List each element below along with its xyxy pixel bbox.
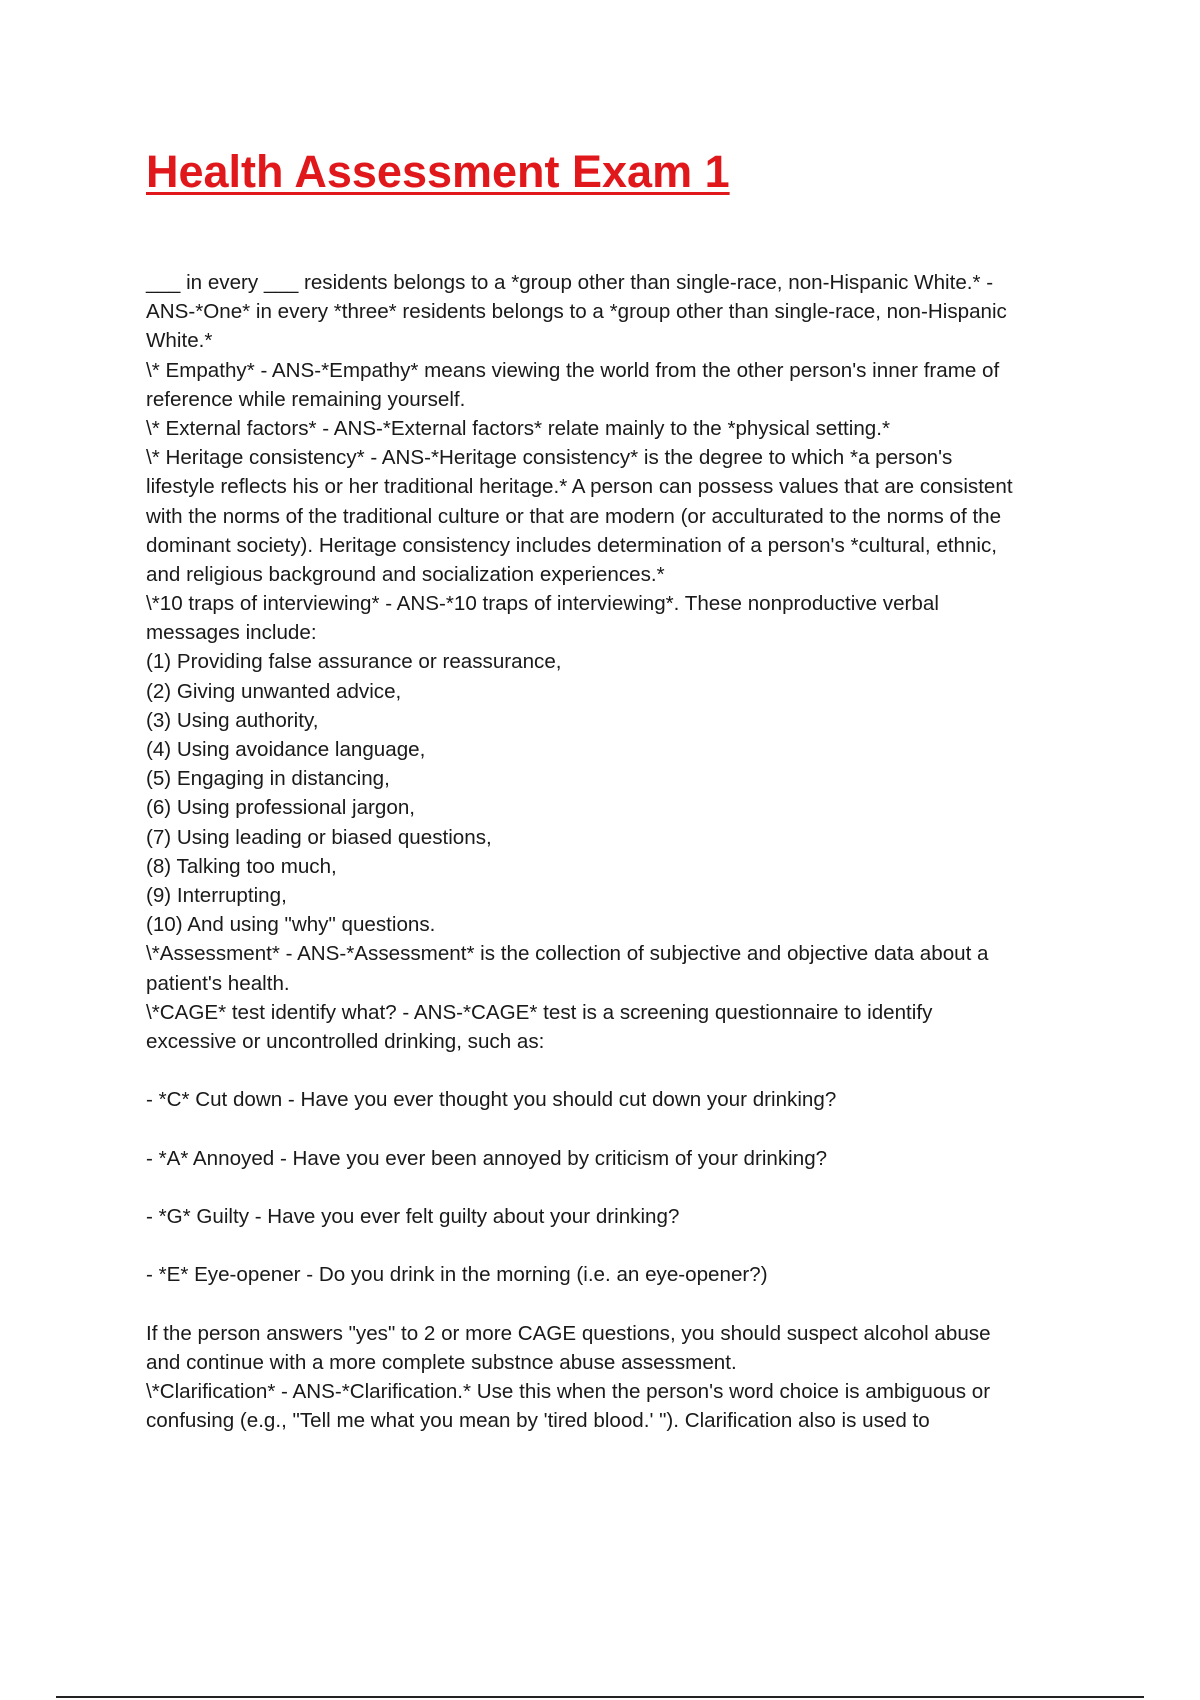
text-line: (6) Using professional jargon, [146, 796, 415, 820]
text-line: \* Heritage consistency* - ANS-*Heritage consistency* is the degree to which *a person's [146, 446, 953, 470]
text-line: (9) Interrupting, [146, 883, 287, 907]
text-line: (4) Using avoidance language, [146, 738, 426, 761]
text-line: - *A* Annoyed - Have you ever been annoyed by criticism of your drinking? [146, 1146, 828, 1170]
text-line: and continue with a more complete substnce abuse assessment. [146, 1350, 737, 1374]
text-line: ANS-*One* in every *three* residents belongs to a *group other than single-race, non-Hispanic [146, 300, 1007, 324]
text-line: \*Clarification* - ANS-*Clarification.* Use this when the person's word choice is ambiguous or [146, 1380, 991, 1404]
text-line: (8) Talking too much, [146, 854, 337, 878]
text-line: White.* [146, 329, 213, 353]
text-line: \* Empathy* - ANS-*Empathy* means viewing the world from the other person's inner frame of [146, 358, 1000, 382]
text-line: patient's health. [146, 971, 290, 995]
text-line: (10) And using "why" questions. [146, 913, 436, 937]
text-line: reference while remaining yourself. [146, 387, 466, 411]
document-title: Health Assessment Exam 1 [146, 146, 730, 197]
text-line: lifestyle reflects his or her traditional heritage.* A person can possess values that are consistent [146, 475, 1013, 499]
text-line: - *G* Guilty - Have you ever felt guilty about your drinking? [146, 1205, 680, 1228]
text-line: \* External factors* - ANS-*External factors* relate mainly to the *physical setting.* [146, 416, 890, 440]
text-line: (1) Providing false assurance or reassurance, [146, 650, 562, 674]
blank-line [146, 1114, 1096, 1143]
document-body [146, 268, 1096, 1436]
text-line: (5) Engaging in distancing, [146, 767, 390, 791]
text-line: confusing (e.g., "Tell me what you mean by 'tired blood.' "). Clarification also is used to [146, 1409, 930, 1433]
text-line: If the person answers "yes" to 2 or more CAGE questions, you should suspect alcohol abuse [146, 1321, 991, 1345]
blank-line [146, 1173, 1096, 1202]
text-line: and religious background and socialization experiences.* [146, 562, 665, 586]
page-bottom-rule [56, 1696, 1144, 1698]
text-line: (2) Giving unwanted advice, [146, 679, 402, 703]
text-line: - *E* Eye-opener - Do you drink in the morning (i.e. an eye-opener?) [146, 1263, 768, 1287]
text-line: - *C* Cut down - Have you ever thought you should cut down your drinking? [146, 1088, 837, 1112]
text-line: dominant society). Heritage consistency includes determination of a person's *cultural, ethnic, [146, 533, 998, 557]
blank-line [146, 1290, 1096, 1319]
text-line: \*Assessment* - ANS-*Assessment* is the collection of subjective and objective data about a [146, 942, 989, 966]
text-line: with the norms of the traditional culture or that are modern (or acculturated to the norms of the [146, 504, 1002, 528]
text-line: \*CAGE* test identify what? - ANS-*CAGE* test is a screening questionnaire to identify [146, 1000, 933, 1024]
text-line: excessive or uncontrolled drinking, such as: [146, 1029, 545, 1053]
text-line: messages include: [146, 621, 317, 645]
blank-line [146, 1056, 1096, 1085]
text-line: (3) Using authority, [146, 708, 319, 732]
text-line: \*10 traps of interviewing* - ANS-*10 traps of interviewing*. These nonproductive verbal [146, 592, 939, 616]
text-line: ___ in every ___ residents belongs to a *group other than single-race, non-Hispanic White.* - [146, 271, 994, 294]
blank-line [146, 1231, 1096, 1260]
text-line: (7) Using leading or biased questions, [146, 825, 492, 849]
